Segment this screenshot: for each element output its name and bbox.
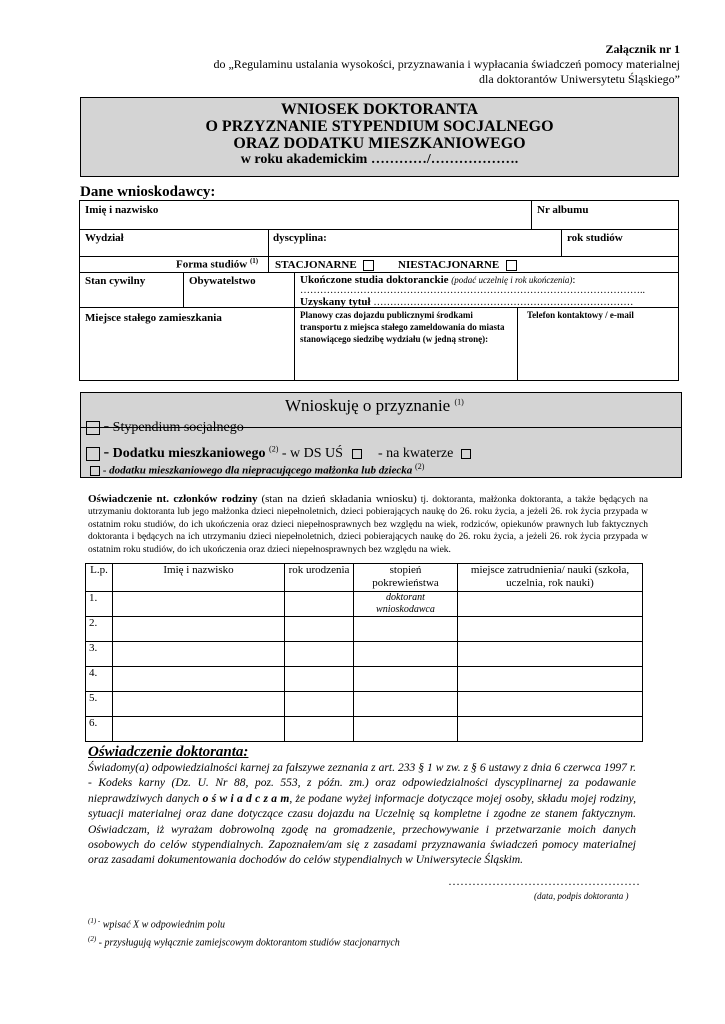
- birth-cell[interactable]: [285, 642, 354, 667]
- name-cell[interactable]: [113, 692, 285, 717]
- title-line-2: O PRZYZNANIE STYPENDIUM SOCJALNEGO: [205, 118, 554, 135]
- table-row: [86, 692, 643, 717]
- workplace-cell[interactable]: [458, 592, 643, 617]
- applicant-form: [79, 200, 679, 381]
- row-number: 5.: [86, 692, 113, 717]
- row-number: 3.: [86, 642, 113, 667]
- workplace-cell[interactable]: [458, 692, 643, 717]
- name-cell[interactable]: [113, 642, 285, 667]
- footnote-2: $^{(2)}$ - przysługują wyłącznie zamiejscowym doktorantom studiów stacjonarnych: [88, 935, 400, 949]
- table-row: [86, 592, 643, 617]
- degree-line: Uzyskany tytuł ……………………………………………………………………: [300, 296, 634, 308]
- birth-cell[interactable]: [285, 667, 354, 692]
- stationary-checkbox[interactable]: [363, 260, 374, 271]
- spouse-child-allowance-option: - dodatku mieszkaniowego dla niepracującego małżonka lub dziecka $^{(2)}$: [90, 462, 424, 477]
- col-lp: L.p.: [86, 564, 113, 592]
- workplace-cell[interactable]: [458, 642, 643, 667]
- name-cell[interactable]: [113, 717, 285, 742]
- regulation-line-2: dla doktorantów Uniwersytetu Śląskiego”: [479, 72, 680, 86]
- name-cell[interactable]: [113, 592, 285, 617]
- relationship-cell[interactable]: [354, 667, 458, 692]
- relationship-cell[interactable]: [354, 642, 458, 667]
- name-cell[interactable]: [113, 617, 285, 642]
- table-row: [86, 617, 643, 642]
- col-workplace: miejsce zatrudnienia/ nauki (szkoła, uczelnia, rok nauki): [458, 564, 643, 592]
- phone-email-label: Telefon kontaktowy / e-mail: [527, 310, 634, 320]
- citizenship-label: Obywatelstwo: [189, 275, 256, 287]
- nonstationary-option: NIESTACJONARNE: [398, 259, 517, 271]
- album-number-label: Nr albumu: [537, 204, 589, 216]
- row-number: 4.: [86, 667, 113, 692]
- request-box: [80, 392, 682, 478]
- table-row: [86, 667, 643, 692]
- completed-studies-label: Ukończone studia doktoranckie (podać uczelnię i rok ukończenia):: [300, 274, 576, 286]
- col-birth-year: rok urodzenia: [285, 564, 354, 592]
- discipline-label: dyscyplina:: [273, 232, 327, 244]
- workplace-cell[interactable]: [458, 667, 643, 692]
- name-cell[interactable]: [113, 667, 285, 692]
- title-box: [80, 97, 679, 177]
- birth-cell[interactable]: [285, 692, 354, 717]
- nonstationary-checkbox[interactable]: [506, 260, 517, 271]
- relationship-cell[interactable]: [354, 717, 458, 742]
- row-number: 1.: [86, 592, 113, 617]
- dormitory-checkbox[interactable]: [352, 449, 362, 459]
- study-year-label: rok studiów: [567, 232, 623, 244]
- request-heading: Wnioskuję o przyznanie $^{(1)}$: [285, 396, 464, 415]
- table-row: [86, 642, 643, 667]
- family-members-table: [85, 563, 643, 742]
- spouse-child-checkbox[interactable]: [90, 466, 100, 476]
- housing-allowance-option: - Dodatku mieszkaniowego $^{(2)}$ - w DS UŚ - na kwaterze: [86, 442, 471, 462]
- row-number: 2.: [86, 617, 113, 642]
- annex-label: Załącznik nr 1: [605, 42, 680, 56]
- relationship-cell[interactable]: [354, 692, 458, 717]
- row-number: 6.: [86, 717, 113, 742]
- study-form-label: Forma studiów $^{(1)}$: [176, 257, 259, 271]
- regulation-line-1: do „Regulaminu ustalania wysokości, przyznawania i wypłacania świadczeń pomocy materialnej: [213, 57, 680, 71]
- declaration-heading: Oświadczenie doktoranta:: [88, 744, 249, 760]
- stationary-option: STACJONARNE: [275, 259, 374, 271]
- declaration-text: Świadomy(a) odpowiedzialności karnej za fałszywe zeznania z art. 233 § 1 w zw. z § 6 ustawy z dnia 6 czerwca 1997 r. - Kodeks karny (Dz. U. Nr 88, poz. 553, z późn. zm.) oraz odpowiedzialności dyscyplinarnej za podawanie nieprawdziwych danych o ś w i a d c z a m, że podane wyżej informacje dotyczące mojej osoby, składu mojej rodziny, sytuacji materialnej oraz dane dotyczące czasu dojazdu na Uczelnię są kompletne i zgodne ze stanem faktycznym. Oświadczam, iż wyrażam dobrowolną zgodę na gromadzenie, przechowywanie i przetwarzanie moich danych osobowych do celów stypendialnych. Zapoznałem/am się z zasadami przyznawania świadczeń pomocy materialnej oraz zasadami dokumentowania dochodów do celów stypendialnych w Uniwersytecie Śląskim.: [88, 762, 637, 867]
- title-line-3: ORAZ DODATKU MIESZKANIOWEGO: [233, 135, 526, 152]
- footnote-1: $^{(1) -}$ wpisać X w odpowiednim polu: [88, 917, 225, 931]
- title-line-1: WNIOSEK DOKTORANTA: [280, 101, 479, 118]
- workplace-cell[interactable]: [458, 617, 643, 642]
- signature-line: …………………………………………: [448, 874, 640, 888]
- civil-status-label: Stan cywilny: [85, 275, 146, 287]
- table-header-row: [86, 564, 643, 592]
- housing-allowance-checkbox[interactable]: [86, 447, 100, 461]
- table-row: [86, 717, 643, 742]
- faculty-label: Wydział: [85, 232, 124, 244]
- workplace-cell[interactable]: [458, 717, 643, 742]
- name-field-label: Imię i nazwisko: [85, 204, 159, 216]
- applicant-heading: Dane wnioskodawcy:: [80, 184, 216, 200]
- social-stipend-option: - Stypendium socjalnego: [86, 416, 244, 436]
- relationship-cell: doktorant wnioskodawca: [354, 592, 458, 617]
- academic-year: w roku akademickim …………/……………….: [240, 152, 519, 167]
- birth-cell[interactable]: [285, 592, 354, 617]
- completed-studies-dots: …………………………………………………………………………………………..: [300, 285, 645, 296]
- commute-time-label: Planowy czas dojazdu publicznymi środkami transportu z miejsca stałego zameldowania do miasta stanowiącego siedzibę wydziału (w jedną stronę):: [300, 310, 505, 344]
- family-statement: Oświadczenie nt. członków rodziny (stan na dzień składania wniosku) tj. doktoranta, małżonka doktoranta, a także będących na utrzymaniu doktoranta lub jego małżonka dzieci niepełnoletnich, dzieci pobierających naukę do 26. roku życia, a jeżeli 26. rok życia przypada w ostatnim roku studiów, do ich ukończenia oraz dzieci niepełnosprawnych bez względu na wiek, rodziców, opiekunów prawnych lub faktycznych doktoranta i będących na ich utrzymaniu dzieci niepełnoletnich, dzieci pobierających naukę do 26. roku życia, a jeżeli 26. rok życia przypada w ostatnim roku studiów, do ich ukończenia oraz dzieci niepełnosprawnych bez względu na wiek.: [88, 493, 649, 555]
- birth-cell[interactable]: [285, 717, 354, 742]
- private-lodging-checkbox[interactable]: [461, 449, 471, 459]
- social-stipend-checkbox[interactable]: [86, 421, 100, 435]
- signature-label: (data, podpis doktoranta ): [534, 891, 629, 901]
- residence-label: Miejsce stałego zamieszkania: [85, 312, 222, 324]
- relationship-cell[interactable]: [354, 617, 458, 642]
- col-name: Imię i nazwisko: [113, 564, 285, 592]
- col-relationship: stopień pokrewieństwa: [354, 564, 458, 592]
- birth-cell[interactable]: [285, 617, 354, 642]
